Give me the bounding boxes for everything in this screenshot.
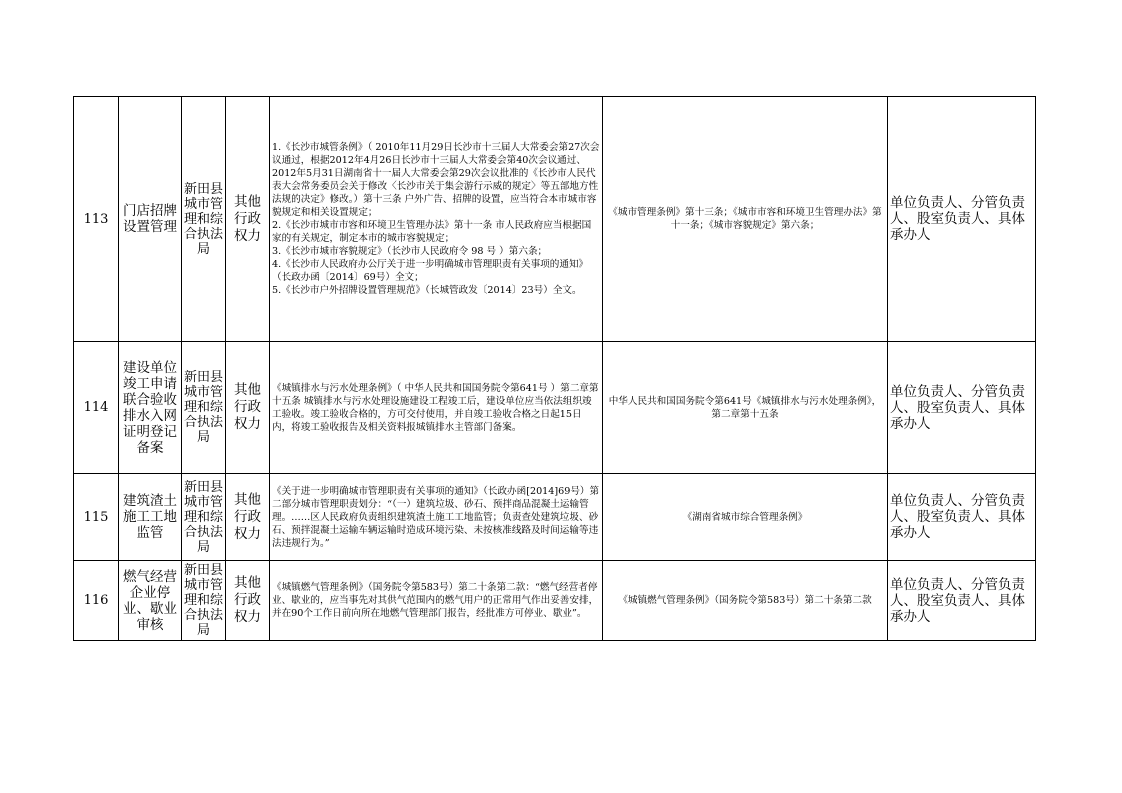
applicable-clause: 《城镇燃气管理条例》（国务院令第583号）第二十条第二款 — [603, 561, 888, 641]
legal-basis — [270, 474, 603, 561]
power-type: 其他行政权力 — [226, 561, 270, 641]
implementing-department: 新田县城市管理和综合执法局 — [182, 97, 226, 342]
power-type: 其他行政权力 — [226, 474, 270, 561]
table-row — [74, 474, 1036, 561]
legal-basis — [270, 97, 603, 342]
item-name: 建设单位竣工申请联合验收排水入网证明登记备案 — [119, 342, 182, 474]
item-number: 114 — [74, 342, 119, 474]
implementing-department: 新田县城市管理和综合执法局 — [182, 561, 226, 641]
item-number: 115 — [74, 474, 119, 561]
applicable-clause: 《城市管理条例》第十三条；《城市市容和环境卫生管理办法》第十一条；《城市容貌规定》第六条； — [603, 97, 888, 342]
power-type: 其他行政权力 — [226, 97, 270, 342]
legal-basis-line: 4.《长沙市人民政府办公厅关于进一步明确城市管理职责有关事项的通知》（长政办函〔2014〕69号）全文； — [272, 259, 589, 283]
legal-basis-line: 《城镇燃气管理条例》（国务院令第583号）第二十条第二款：“燃气经营者停业、歇业的，应当事先对其供气范围内的燃气用户的正常用气作出妥善安排，并在90个工作日前向所在地燃气管理部门报告，经批准方可停业、歇业”。 — [272, 582, 599, 619]
legal-basis-line: 2.《长沙市城市市容和环境卫生管理办法》第十一条 市人民政府应当根据国家的有关规定，制定本市的城市容貌规定； — [272, 220, 592, 244]
item-name: 燃气经营企业停业、歇业审核 — [119, 561, 182, 641]
legal-basis-line: 《城镇排水与污水处理条例》（ 中华人民共和国国务院令第641号 ）第二章第十五条 城镇排水与污水处理设施建设工程竣工后，建设单位应当依法组织竣工验收。竣工验收合格的，方可交付使用，并自竣工验收合格之日起15日内，将竣工验收报告及相关资料报城镇排水主管部门备案。 — [272, 382, 599, 433]
item-number: 116 — [74, 561, 119, 641]
legal-basis-line: 3.《长沙市城市容貌规定》（长沙市人民政府令 98 号 ）第六条； — [272, 246, 548, 257]
power-list-table — [73, 96, 1036, 641]
power-type: 其他行政权力 — [226, 342, 270, 474]
applicable-clause: 中华人民共和国国务院令第641号《城镇排水与污水处理条例》，第二章第十五条 — [603, 342, 888, 474]
legal-basis — [270, 342, 603, 474]
legal-basis — [270, 561, 603, 641]
implementing-department: 新田县城市管理和综合执法局 — [182, 474, 226, 561]
legal-basis-line: 5.《长沙市户外招牌设置管理规范》（长城管政发〔2014〕23号）全文。 — [272, 285, 582, 296]
item-name: 门店招牌设置管理 — [119, 97, 182, 342]
responsible-persons: 单位负责人、分管负责人、股室负责人、具体承办人 — [888, 561, 1036, 641]
legal-basis-line: 1.《长沙市城管条例》（ 2010年11月29日长沙市十三届人大常委会第27次会议通过，根据2012年4月26日长沙市十三届人大常委会第40次会议通过、2012年5月31日湖南省十一届人大常委会第29次会议批准的《长沙市人民代表大会常务委员会关于修改〈长沙市关于集会游行示威的规定〉等五部地方性法规的决定》修改。）第十三条 户外广告、招牌的设置，应当符合本市城市容貌规定和相关设置规定； — [272, 142, 600, 218]
item-number: 113 — [74, 97, 119, 342]
responsible-persons: 单位负责人、分管负责人、股室负责人、具体承办人 — [888, 342, 1036, 474]
legal-basis-line: 《关于进一步明确城市管理职责有关事项的通知》（长政办函[2014]69号）第二部分城市管理职责划分：“（一）建筑垃圾、砂石、预拌商品混凝土运输管理。……区人民政府负责组织建筑渣土施工工地监管；负责查处建筑垃圾、砂石、预拌混凝土运输车辆运输时造成环境污染、未按核准线路及时间运输等违法违规行为。” — [272, 485, 600, 549]
table-row — [74, 97, 1036, 342]
applicable-clause: 《湖南省城市综合管理条例》 — [603, 474, 888, 561]
table-row — [74, 561, 1036, 641]
table-row — [74, 342, 1036, 474]
responsible-persons: 单位负责人、分管负责人、股室负责人、具体承办人 — [888, 97, 1036, 342]
implementing-department: 新田县城市管理和综合执法局 — [182, 342, 226, 474]
responsible-persons: 单位负责人、分管负责人、股室负责人、具体承办人 — [888, 474, 1036, 561]
item-name: 建筑渣土施工工地监管 — [119, 474, 182, 561]
